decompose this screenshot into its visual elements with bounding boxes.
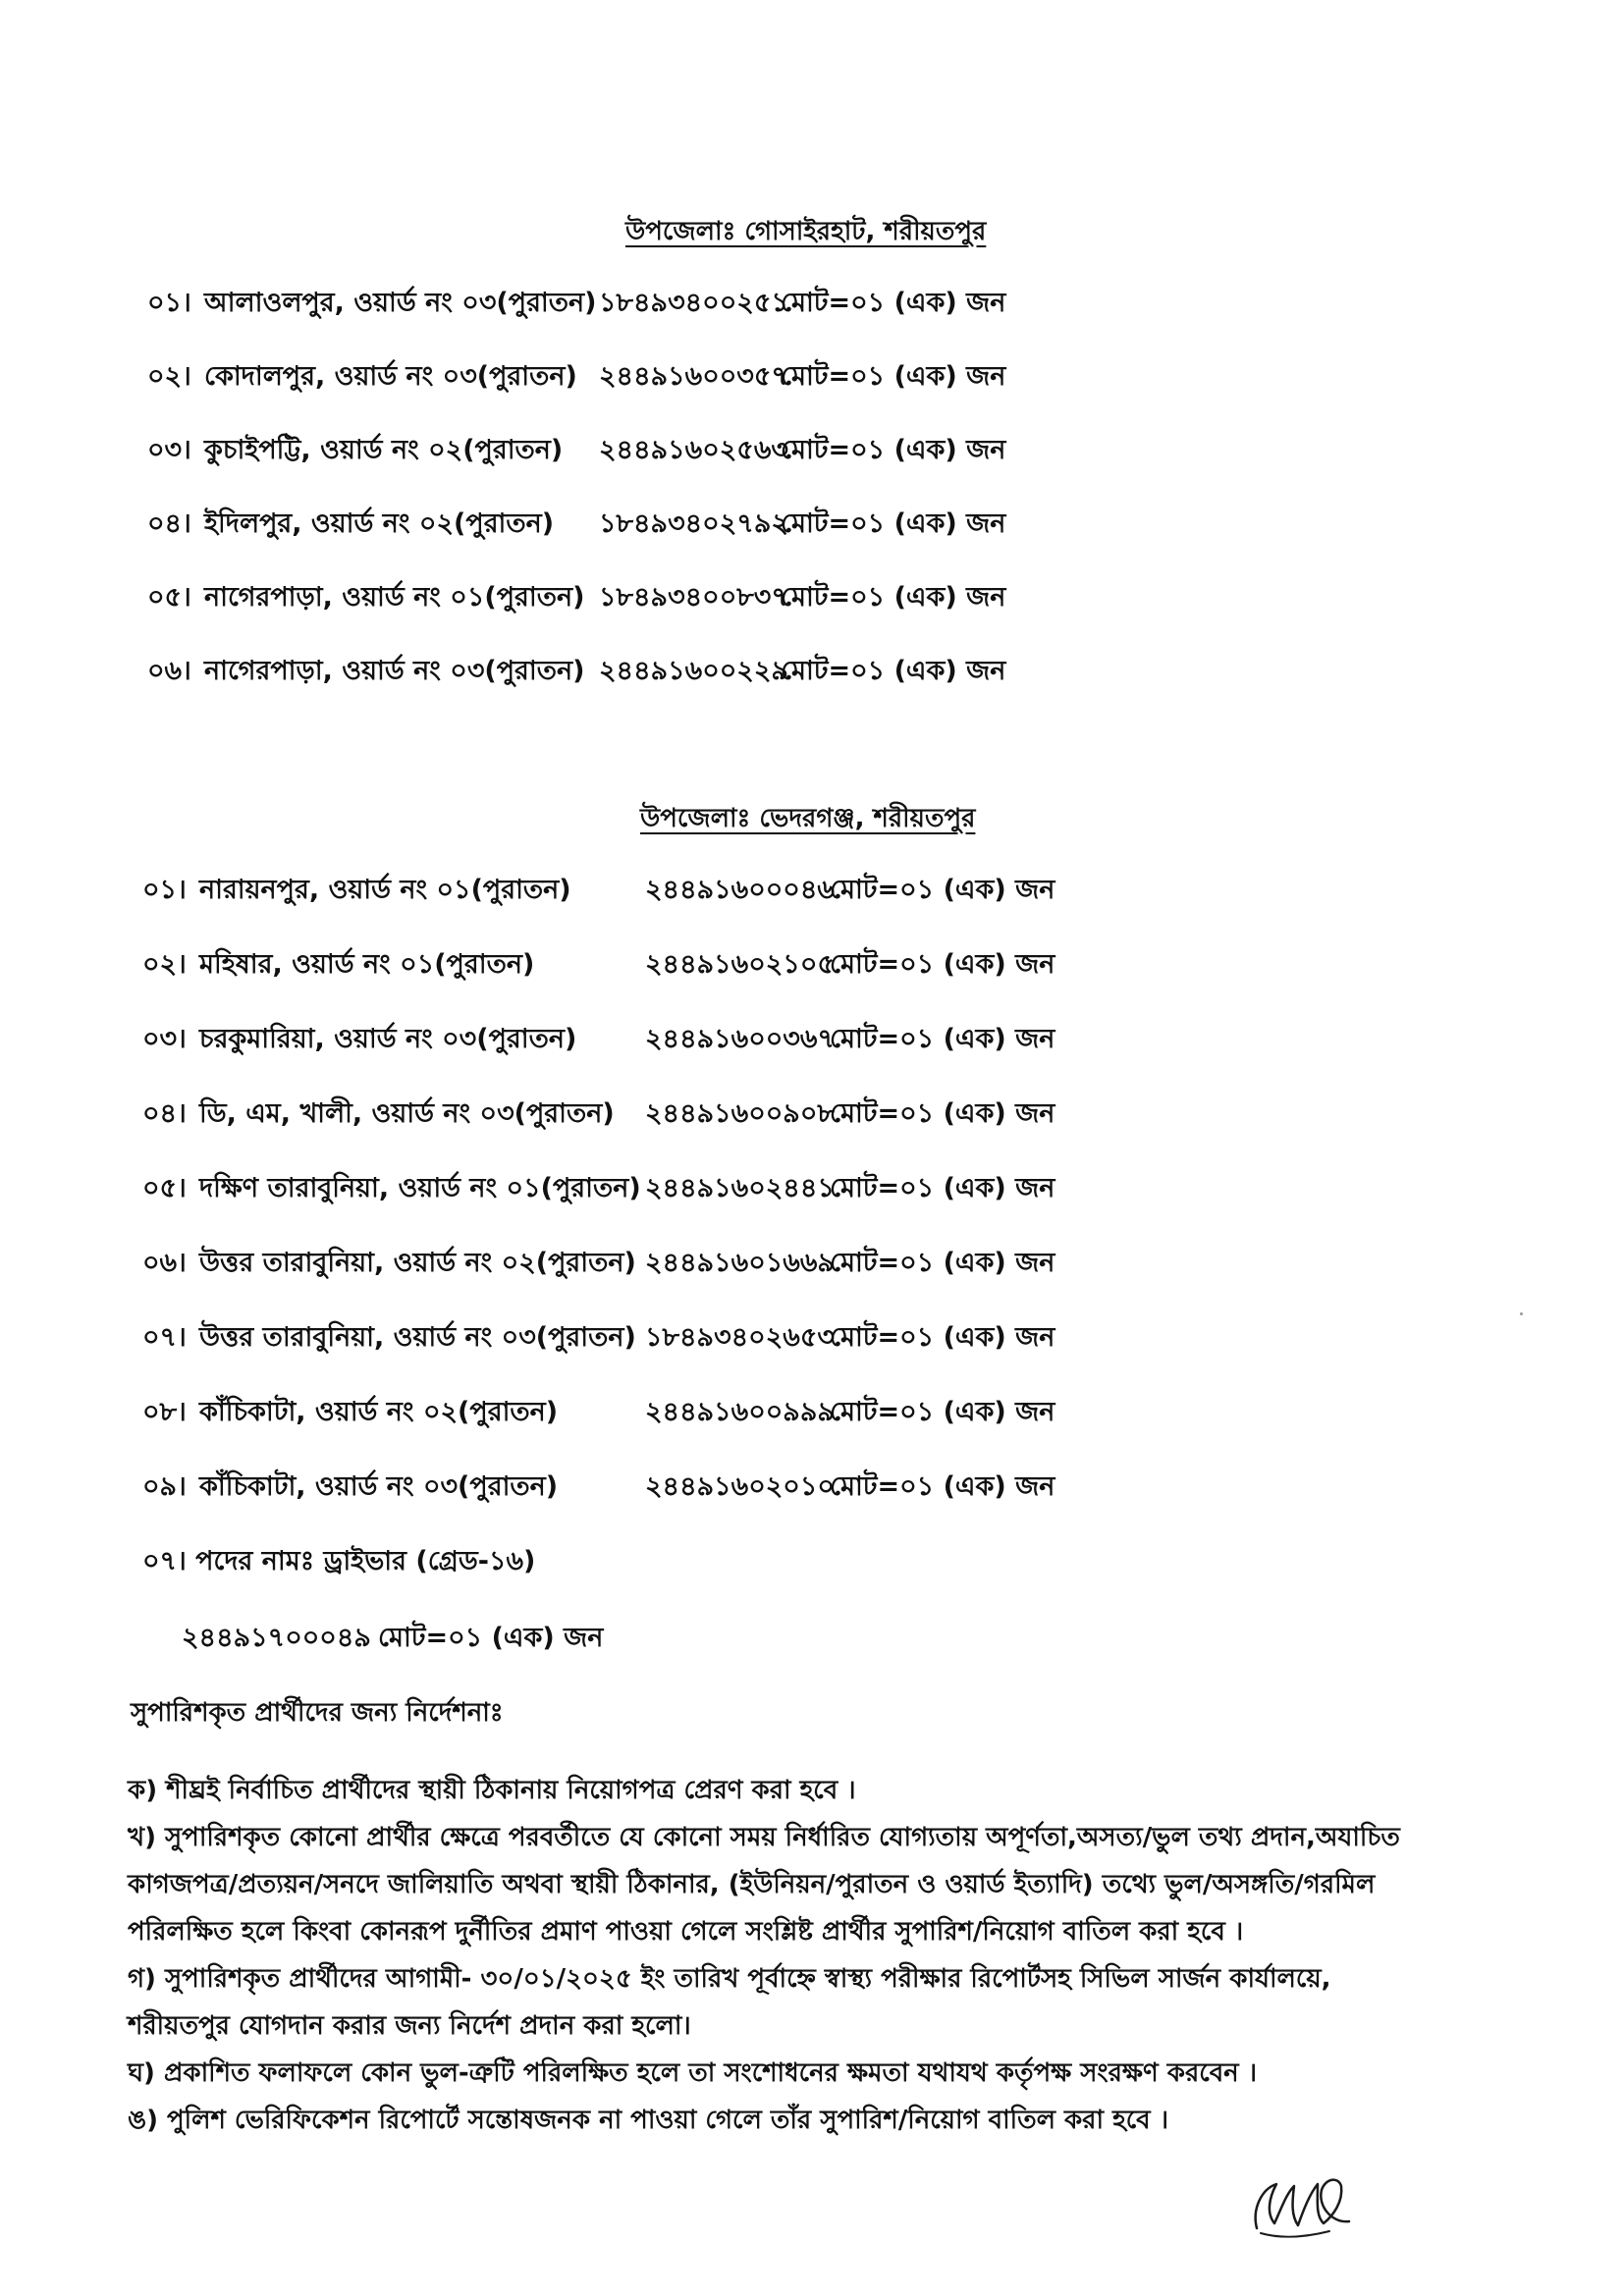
row-roll: ২৪৪৯১৬০০৩৫৭ — [599, 361, 788, 392]
row-total: মোট=০১ (এক) জন — [830, 1173, 1055, 1203]
row-serial: ০৩। — [142, 1024, 187, 1054]
row-serial: ০২। — [147, 361, 191, 392]
row-total: মোট=০১ (এক) জন — [781, 508, 1006, 539]
row-roll: ২৪৪৯১৬০১৬৬৯ — [645, 1248, 835, 1278]
row-total: মোট=০১ (এক) জন — [781, 435, 1006, 465]
row-total: মোট=০১ (এক) জন — [781, 656, 1006, 686]
section-heading-bhedarganj: উপজেলাঃ ভেদরগঞ্জ, শরীয়তপুর — [640, 804, 976, 833]
row-name: ইদিলপুর, ওয়ার্ড নং ০২(পুরাতন) — [204, 508, 555, 539]
row-roll: ২৪৪৯১৬০০২২৯ — [599, 656, 788, 686]
scan-speck — [1520, 1312, 1523, 1315]
row-total: মোট=০১ (এক) জন — [781, 582, 1006, 613]
row-serial: ০৭। — [142, 1322, 187, 1353]
row-total: মোট=০১ (এক) জন — [781, 288, 1006, 318]
row-total: মোট=০১ (এক) জন — [781, 361, 1006, 392]
row-name: কোদালপুর, ওয়ার্ড নং ০৩(পুরাতন) — [204, 361, 577, 392]
row-total: মোট=০১ (এক) জন — [830, 1471, 1055, 1502]
row-name: কাঁচিকাটা, ওয়ার্ড নং ০২(পুরাতন) — [199, 1397, 559, 1427]
row-roll: ১৮৪৯৩৪০২৬৫৩ — [645, 1322, 835, 1353]
row-roll: ২৪৪৯১৬০০৯০৮ — [645, 1098, 835, 1129]
row-total: মোট=০১ (এক) জন — [830, 1024, 1055, 1054]
row-total: মোট=০১ (এক) জন — [830, 1098, 1055, 1129]
post-roll: ২৪৪৯১৭০০০৪৯ — [182, 1623, 371, 1653]
row-name: চরকুমারিয়া, ওয়ার্ড নং ০৩(পুরাতন) — [199, 1024, 577, 1054]
instruction-item: ক) শীঘ্রই নির্বাচিত প্রার্থীদের স্থায়ী ঠিকানায় নিয়োগপত্র প্রেরণ করা হবে । — [128, 1776, 856, 1805]
row-serial: ০৫। — [142, 1173, 187, 1203]
row-name: মহিষার, ওয়ার্ড নং ০১(পুরাতন) — [199, 949, 535, 980]
row-roll: ১৮৪৯৩৪০২৭৯২ — [599, 508, 788, 539]
row-serial: ০৩। — [147, 435, 191, 465]
row-roll: ২৪৪৯১৬০০৯৯৯ — [645, 1397, 835, 1427]
row-name: আলাওলপুর, ওয়ার্ড নং ০৩(পুরাতন) — [204, 288, 597, 318]
row-serial: ০৪। — [147, 508, 191, 539]
instructions-heading: সুপারিশকৃত প্রার্থীদের জন্য নির্দেশনাঃ — [131, 1698, 504, 1728]
row-total: মোট=০১ (এক) জন — [830, 1397, 1055, 1427]
row-roll: ২৪৪৯১৬০০০৪৬ — [645, 875, 835, 905]
row-name: দক্ষিণ তারাবুনিয়া, ওয়ার্ড নং ০১(পুরাতন) — [199, 1173, 641, 1203]
row-roll: ১৮৪৯৩৪০০৮৩৭ — [599, 582, 788, 613]
row-name: কুচাইপট্টি, ওয়ার্ড নং ০২(পুরাতন) — [204, 435, 564, 465]
row-name: নারায়নপুর, ওয়ার্ড নং ০১(পুরাতন) — [199, 875, 571, 905]
row-total: মোট=০১ (এক) জন — [830, 1322, 1055, 1353]
post-title: ০৭। পদের নামঃ ড্রাইভার (গ্রেড-১৬) — [142, 1546, 536, 1576]
row-total: মোট=০১ (এক) জন — [830, 1248, 1055, 1278]
row-name: কাঁচিকাটা, ওয়ার্ড নং ০৩(পুরাতন) — [199, 1471, 559, 1502]
row-roll: ২৪৪৯১৬০০৩৬৭ — [645, 1024, 835, 1054]
row-name: নাগেরপাড়া, ওয়ার্ড নং ০৩(পুরাতন) — [204, 656, 585, 686]
instruction-item: খ) সুপারিশকৃত কোনো প্রার্থীর ক্ষেত্রে পরবর্তীতে যে কোনো সময় নির্ধারিত যোগ্যতায় অপূর্ণতা,অসত্য/ভুল তথ্য প্রদান,অযাচিত কাগজপত্র/প্রত্যয়ন/সনদে জালিয়াতি অথবা স্থায়ী ঠিকানার, (ইউনিয়ন/পুরাতন ও ওয়ার্ড ইত্যাদি) তথ্যে ভুল/অসঙ্গতি/গরমিল পরিলক্ষিত হলে কিংবা কোনরূপ দুর্নীতির প্রমাণ পাওয়া গেলে সংশ্লিষ্ট প্রার্থীর সুপারিশ/নিয়োগ বাতিল করা হবে । — [128, 1823, 1400, 1947]
instruction-item: ঙ) পুলিশ ভেরিফিকেশন রিপোর্টে সন্তোষজনক না পাওয়া গেলে তাঁর সুপারিশ/নিয়োগ বাতিল করা হবে । — [128, 2106, 1169, 2135]
row-serial: ০২। — [142, 949, 187, 980]
row-serial: ০৯। — [142, 1471, 187, 1502]
row-serial: ০৬। — [142, 1248, 187, 1278]
section-heading-gosairhat: উপজেলাঃ গোসাইরহাট, শরীয়তপুর — [625, 217, 987, 246]
row-name: উত্তর তারাবুনিয়া, ওয়ার্ড নং ০২(পুরাতন) — [199, 1248, 636, 1278]
row-serial: ০১। — [147, 288, 191, 318]
row-name: ডি, এম, খালী, ওয়ার্ড নং ০৩(পুরাতন) — [199, 1098, 615, 1129]
row-serial: ০৬। — [147, 656, 191, 686]
row-roll: ২৪৪৯১৬০২১০৫ — [645, 949, 835, 980]
row-total: মোট=০১ (এক) জন — [830, 875, 1055, 905]
instruction-item: ঘ) প্রকাশিত ফলাফলে কোন ভুল-ত্রুটি পরিলক্ষিত হলে তা সংশোধনের ক্ষমতা যথাযথ কর্তৃপক্ষ সংরক্ষণ করবেন । — [128, 2058, 1258, 2088]
row-name: উত্তর তারাবুনিয়া, ওয়ার্ড নং ০৩(পুরাতন) — [199, 1322, 636, 1353]
row-serial: ০৪। — [142, 1098, 187, 1129]
row-roll: ২৪৪৯১৬০২৪৪১ — [645, 1173, 835, 1203]
row-total: মোট=০১ (এক) জন — [830, 949, 1055, 980]
row-roll: ২৪৪৯১৬০২০১০ — [645, 1471, 835, 1502]
row-roll: ১৮৪৯৩৪০০২৫১ — [599, 288, 788, 318]
row-name: নাগেরপাড়া, ওয়ার্ড নং ০১(পুরাতন) — [204, 582, 585, 613]
row-serial: ০১। — [142, 875, 187, 905]
row-serial: ০৮। — [142, 1397, 187, 1427]
row-roll: ২৪৪৯১৬০২৫৬৩ — [599, 435, 788, 465]
signature-mark — [1247, 2155, 1355, 2248]
instruction-item: গ) সুপারিশকৃত প্রার্থীদের আগামী- ৩০/০১/২০২৫ ইং তারিখ পূর্বাহ্নে স্বাস্থ্য পরীক্ষার রিপোর্টসহ সিভিল সার্জন কার্যালয়ে, শরীয়তপুর যোগদান করার জন্য নির্দেশ প্রদান করা হলো। — [128, 1964, 1331, 2041]
instructions-list — [128, 1767, 1424, 2144]
row-serial: ০৫। — [147, 582, 191, 613]
post-total: মোট=০১ (এক) জন — [378, 1623, 604, 1653]
